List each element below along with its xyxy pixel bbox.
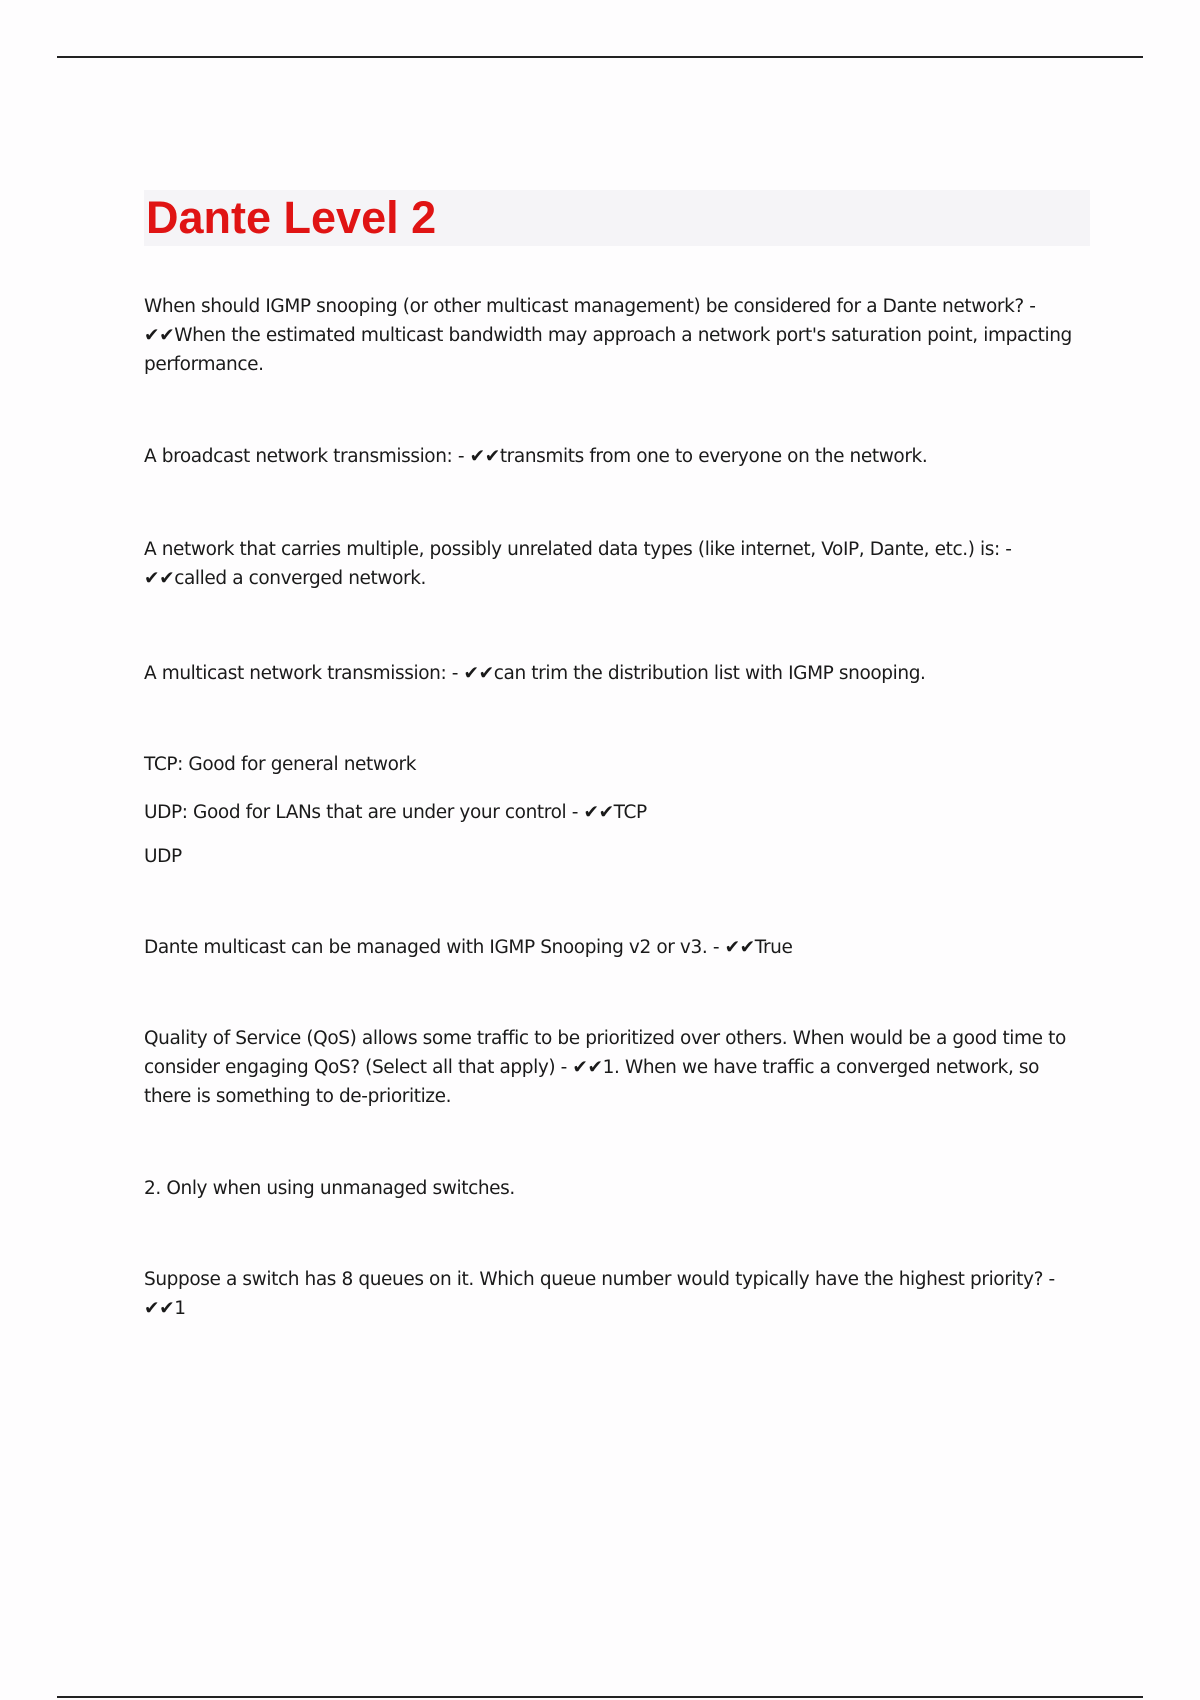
qa-qos-option-2: 2. Only when using unmanaged switches. (144, 1178, 515, 1199)
qa-multicast-transmission: A multicast network transmission: - ✔✔can trim the distribution list with IGMP snooping. (144, 663, 926, 684)
qa-converged-network: A network that carries multiple, possibly unrelated data types (like internet, VoIP, Dante, etc.) is: - ✔✔called a converged network. (144, 539, 1018, 589)
qa-broadcast-transmission: A broadcast network transmission: - ✔✔transmits from one to everyone on the network. (144, 446, 928, 467)
qa-igmp-versions: Dante multicast can be managed with IGMP Snooping v2 or v3. - ✔✔True (144, 937, 793, 958)
top-rule (57, 56, 1143, 58)
qa-igmp-snooping: When should IGMP snooping (or other multicast management) be considered for a Dante network? - ✔✔When the estimated multicast bandwidth may approach a network port's saturation point, impacting performance. (144, 296, 1078, 375)
qa-udp-line: UDP: Good for LANs that are under your control - ✔✔TCP (144, 802, 647, 823)
title-band (144, 190, 1090, 246)
qa-udp-answer: UDP (144, 846, 182, 867)
document-body (144, 190, 1090, 1323)
document-title: Dante Level 2 (146, 192, 437, 243)
qa-tcp-line: TCP: Good for general network (144, 754, 417, 775)
qa-qos: Quality of Service (QoS) allows some traffic to be prioritized over others. When would be a good time to consider engaging QoS? (Select all that apply) - ✔✔1. When we have traffic a converged network, so there is something to de-prioritize. (144, 1028, 1072, 1107)
qa-switch-queues: Suppose a switch has 8 queues on it. Which queue number would typically have the highest priority? - ✔✔1 (144, 1269, 1061, 1319)
bottom-rule (57, 1696, 1143, 1698)
